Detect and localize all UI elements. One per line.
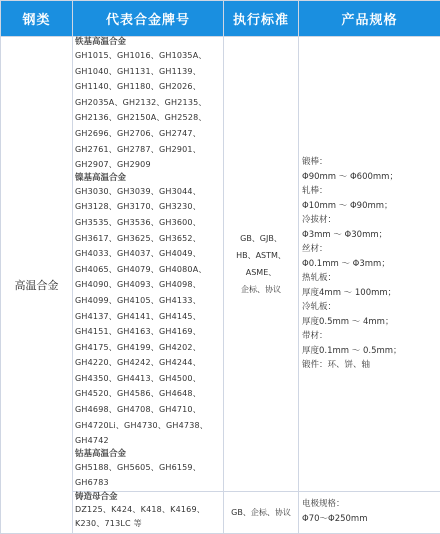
grade-line: GH4720Li、GH4730、GH4738、: [73, 418, 223, 434]
spec-line: 冷拔材：: [299, 213, 440, 228]
grade-line: GH2761、GH2787、GH2901、: [73, 142, 223, 158]
grade-line: GH4099、GH4105、GH4133、: [73, 293, 223, 309]
spec-line: 热轧板：: [299, 271, 440, 286]
grade-line: GH4220、GH4242、GH4244、: [73, 355, 223, 371]
grade-line: GH4698、GH4708、GH4710、: [73, 402, 223, 418]
grade-line: GH4090、GH4093、GH4098、: [73, 277, 223, 293]
header-grades: 代表合金牌号: [73, 1, 224, 37]
spec-line: 厚度4mm ～ 100mm；: [299, 286, 440, 301]
standard-cell-casting: [224, 492, 299, 534]
grade-line: GH2907、GH2909: [73, 157, 223, 173]
spec-line: Φ10mm ～ Φ90mm；: [299, 199, 440, 214]
grade-line: GH6783: [73, 475, 223, 491]
spec-line: 电极规格：: [299, 497, 440, 512]
grade-line: GH3535、GH3536、GH3600、: [73, 215, 223, 231]
header-steel-type: 钢类: [1, 1, 73, 37]
spec-line: Φ0.1mm ～ Φ3mm；: [299, 257, 440, 272]
steel-type-cell: 高温合金: [1, 37, 73, 534]
standard-line: GB、GJB、: [224, 230, 298, 247]
standard-line: HB、ASTM、: [224, 247, 298, 264]
grade-line: GH4065、GH4079、GH4080A、: [73, 262, 223, 278]
grade-line: GH5188、GH5605、GH6159、: [73, 460, 223, 476]
spec-line: 丝材：: [299, 242, 440, 257]
grade-line: GH3617、GH3625、GH3652、: [73, 231, 223, 247]
standard-line: 企标、协议: [224, 281, 298, 298]
specs-cell-casting: [299, 492, 440, 534]
grade-group-title: 钴基高温合金: [73, 449, 223, 460]
grade-line: GH4520、GH4586、GH4648、: [73, 386, 223, 402]
grade-line: GH2696、GH2706、GH2747、: [73, 126, 223, 142]
grade-group-title: 铁基高温合金: [73, 37, 223, 48]
grade-line: GH4175、GH4199、GH4202、: [73, 340, 223, 356]
spec-line: 锻件：环、饼、轴: [299, 358, 440, 373]
spec-line: 冷轧板：: [299, 300, 440, 315]
standard-line: ASME、: [224, 264, 298, 281]
standard-line: GB、企标、协议: [224, 504, 298, 521]
spec-line: Φ90mm ～ Φ600mm；: [299, 170, 440, 185]
grade-group-title: 铸造母合金: [73, 492, 223, 503]
specs-cell: [299, 37, 440, 492]
grade-line: DZ125、K424、K418、K4169、: [73, 503, 223, 517]
spec-line: Φ70～Φ250mm: [299, 512, 440, 527]
spec-line: 轧棒：: [299, 184, 440, 199]
grade-line: GH1015、GH1016、GH1035A、: [73, 48, 223, 64]
grade-group-iron: [73, 37, 223, 173]
grades-cell-casting: [73, 492, 224, 534]
grade-line: GH4151、GH4163、GH4169、: [73, 324, 223, 340]
grade-line: GH1040、GH1131、GH1139、: [73, 64, 223, 80]
grades-cell: [73, 37, 224, 492]
grade-line: K230、713LC 等: [73, 517, 223, 531]
grade-line: GH2035A、GH2132、GH2135、: [73, 95, 223, 111]
spec-line: 带材：: [299, 329, 440, 344]
spec-line: 锻棒：: [299, 155, 440, 170]
header-specs: 产品规格: [299, 1, 440, 37]
grade-line: GH1140、GH1180、GH2026、: [73, 79, 223, 95]
spec-line: 厚度0.1mm ～ 0.5mm；: [299, 344, 440, 359]
header-standard: 执行标准: [224, 1, 299, 37]
spec-line: 厚度0.5mm ～ 4mm；: [299, 315, 440, 330]
table-header-row: [1, 1, 440, 37]
grade-line: GH4350、GH4413、GH4500、: [73, 371, 223, 387]
grade-line: GH4742: [73, 433, 223, 449]
grade-line: GH2136、GH2150A、GH2528、: [73, 110, 223, 126]
grade-line: GH4137、GH4141、GH4145、: [73, 309, 223, 325]
standard-cell: [224, 37, 299, 492]
grade-line: GH4033、GH4037、GH4049、: [73, 246, 223, 262]
grade-group-cobalt: [73, 449, 223, 491]
grade-group-title: 镍基高温合金: [73, 173, 223, 184]
table-row: [1, 37, 440, 492]
grade-line: GH3128、GH3170、GH3230、: [73, 199, 223, 215]
grade-group-nickel: [73, 173, 223, 449]
grade-line: GH3030、GH3039、GH3044、: [73, 184, 223, 200]
spec-line: Φ3mm ～ Φ30mm；: [299, 228, 440, 243]
